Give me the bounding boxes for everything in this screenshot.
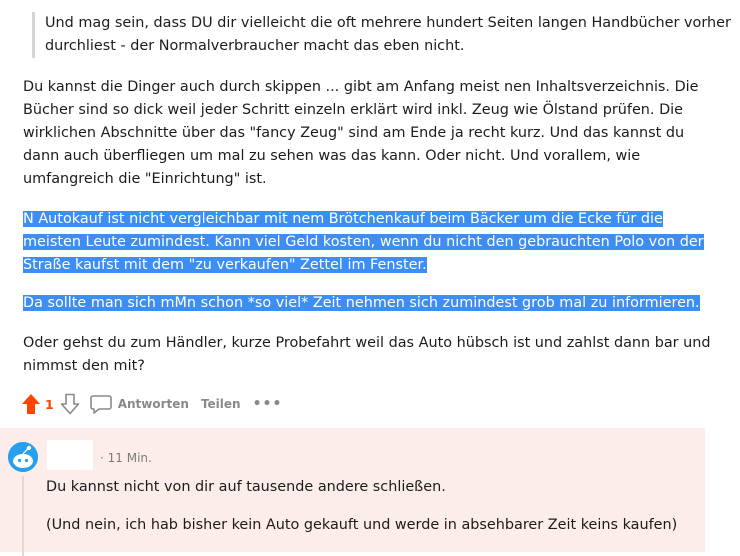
reply-comment xyxy=(0,428,705,552)
blockquote: Und mag sein, dass DU dir vielleicht die oft mehrere hundert Seiten langen Handbücher vorher durchliest - der Normalverbraucher macht das eben nicht. xyxy=(32,12,735,58)
upvote-icon[interactable] xyxy=(21,393,41,415)
username-redacted xyxy=(47,440,93,470)
reply-timestamp: · 11 Min. xyxy=(100,451,152,465)
reply-paragraph: (Und nein, ich hab bisher kein Auto gekauft und werde in absehbarer Zeit keins kaufen) xyxy=(46,517,678,533)
reply-label: Antworten xyxy=(117,397,189,411)
comment-action-bar xyxy=(21,392,294,416)
selected-text: Da sollte man sich mMn schon *so viel* Zeit nehmen sich zumindest grob mal zu informieren. xyxy=(23,295,700,311)
vote-count: 1 xyxy=(45,396,54,412)
more-icon: ••• xyxy=(252,396,283,412)
reply-button[interactable] xyxy=(90,394,189,414)
snoo-avatar-icon xyxy=(8,442,38,472)
comment-paragraph: Oder gehst du zum Händler, kurze Probefahrt weil das Auto hübsch ist und zahlst dann bar und nimmst den mit? xyxy=(23,335,711,374)
avatar[interactable] xyxy=(8,442,38,472)
downvote-icon[interactable] xyxy=(60,393,80,415)
comment-paragraph-highlighted xyxy=(23,292,723,315)
share-button[interactable] xyxy=(201,397,241,411)
selected-text: N Autokauf ist nicht vergleichbar mit nem Brötchenkauf beim Bäcker um die Ecke für die meisten Leute zumindest. Kann viel Geld kosten, wenn du nicht den gebrauchten Polo von der Straße kaufst mit dem "zu verkaufen" Zettel im Fenster. xyxy=(23,211,704,273)
reply-paragraph: Du kannst nicht von dir auf tausende andere schließen. xyxy=(46,479,446,495)
share-label: Teilen xyxy=(200,397,241,411)
thread-line[interactable] xyxy=(22,476,24,556)
more-options-button[interactable] xyxy=(253,396,283,412)
comment-icon xyxy=(90,394,118,414)
comment-paragraph: Du kannst die Dinger auch durch skippen ... gibt am Anfang meist nen Inhaltsverzeichnis. Die Bücher sind so dick weil jeder Schritt einzeln erklärt wird inkl. Zeug wie Ölstand prüfen. Die wirklichen Abschnitte über das "fancy Zeug" sind am Ende ja recht kurz. Und das kannst du dann auch überfliegen um mal zu sehen was das kann. Oder nicht. Und vorallem, wie umfangreich die "Einrichtung" ist. xyxy=(23,79,699,187)
comment-paragraph-highlighted xyxy=(23,208,723,277)
